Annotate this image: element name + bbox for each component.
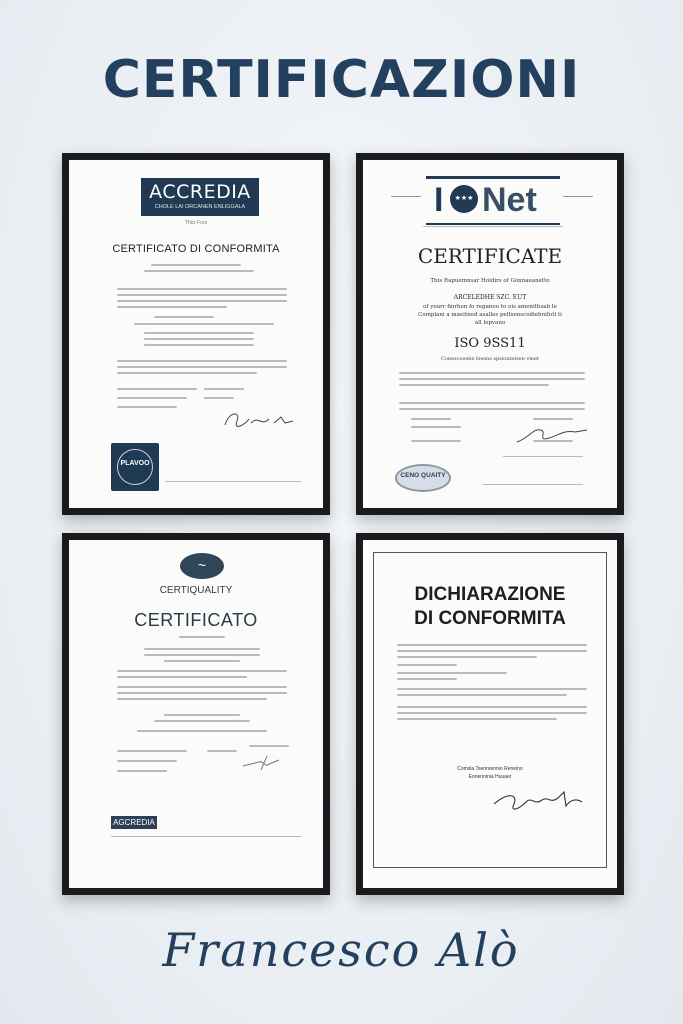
- accredia-logo-text: ACCREDIA: [149, 181, 251, 203]
- seal-text: PLAVOO: [120, 460, 150, 467]
- signatory-line2: Eonenninia Huuaer: [468, 774, 512, 780]
- iqnet-logo: [426, 176, 560, 225]
- certificate-heading-line2: DI CONFORMITA: [414, 608, 566, 629]
- page-title: CERTIFICAZIONI: [102, 50, 581, 110]
- certificate-paper: [69, 540, 323, 888]
- signatory-line1: Comsla Tsennrennio Reneino: [457, 766, 523, 772]
- signature-mark: [488, 780, 588, 820]
- certificate-heading: CERTIFICATO DI CONFORMITA: [112, 243, 280, 255]
- certificate-text-line: of yourr finrhen fo reganoo to eis amenithsab le: [423, 304, 557, 310]
- certificate-accredia[interactable]: [62, 153, 330, 515]
- certificate-certiquality[interactable]: [62, 533, 330, 895]
- certificate-paper: [363, 160, 617, 508]
- certificate-text-line: Conescoeebe fsesns spsiontelsen vmet: [441, 356, 539, 362]
- signature-mark: [219, 405, 299, 435]
- seal-text: CENO QUAITY: [400, 472, 446, 479]
- signature-mark: [239, 750, 299, 774]
- certificate-text-line: Complani a maeitned asalles peltsenscodiehnifotl ti: [418, 312, 562, 318]
- certificate-heading: CERTIFICATO: [134, 610, 258, 630]
- ceno-quality-seal: [395, 464, 451, 492]
- certiquality-emblem: ~: [180, 553, 224, 579]
- company-name: ARCELEDHE SZC. EUT: [453, 294, 527, 301]
- small-header: Thks Fors: [184, 220, 208, 226]
- iso-standard: ISO 9SS11: [454, 336, 526, 351]
- certificate-text-line: This Rapuemnsar Holdirs of Gonnaeanetto: [430, 278, 550, 284]
- iqnet-logo-i: I: [434, 181, 444, 219]
- plavoo-seal: [111, 443, 159, 491]
- signature-mark: [513, 420, 593, 448]
- certificate-iqnet[interactable]: [356, 153, 624, 515]
- certificate-dichiarazione[interactable]: [356, 533, 624, 895]
- iqnet-logo-net: Net: [482, 181, 537, 219]
- certiquality-logo-text: CERTIQUALITY: [159, 585, 233, 596]
- certificate-paper: [363, 540, 617, 888]
- author-signature: [0, 904, 683, 994]
- accredia-footer-logo: AGCREDIA: [111, 816, 157, 829]
- svg-text:Francesco Alò: Francesco Alò: [162, 923, 520, 977]
- certificate-heading-line1: DICHIARAZIONE: [414, 584, 566, 605]
- certificate-text-line: all lopvano: [474, 320, 506, 326]
- certificate-heading: CERTIFICATE: [417, 244, 563, 268]
- certificate-paper: [69, 160, 323, 508]
- accredia-logo-subtext: CHOLE LAI ORCANEN ENLIGGALA: [154, 204, 246, 210]
- accredia-logo: [141, 178, 259, 216]
- stars-circle-icon: ★★★: [450, 185, 478, 213]
